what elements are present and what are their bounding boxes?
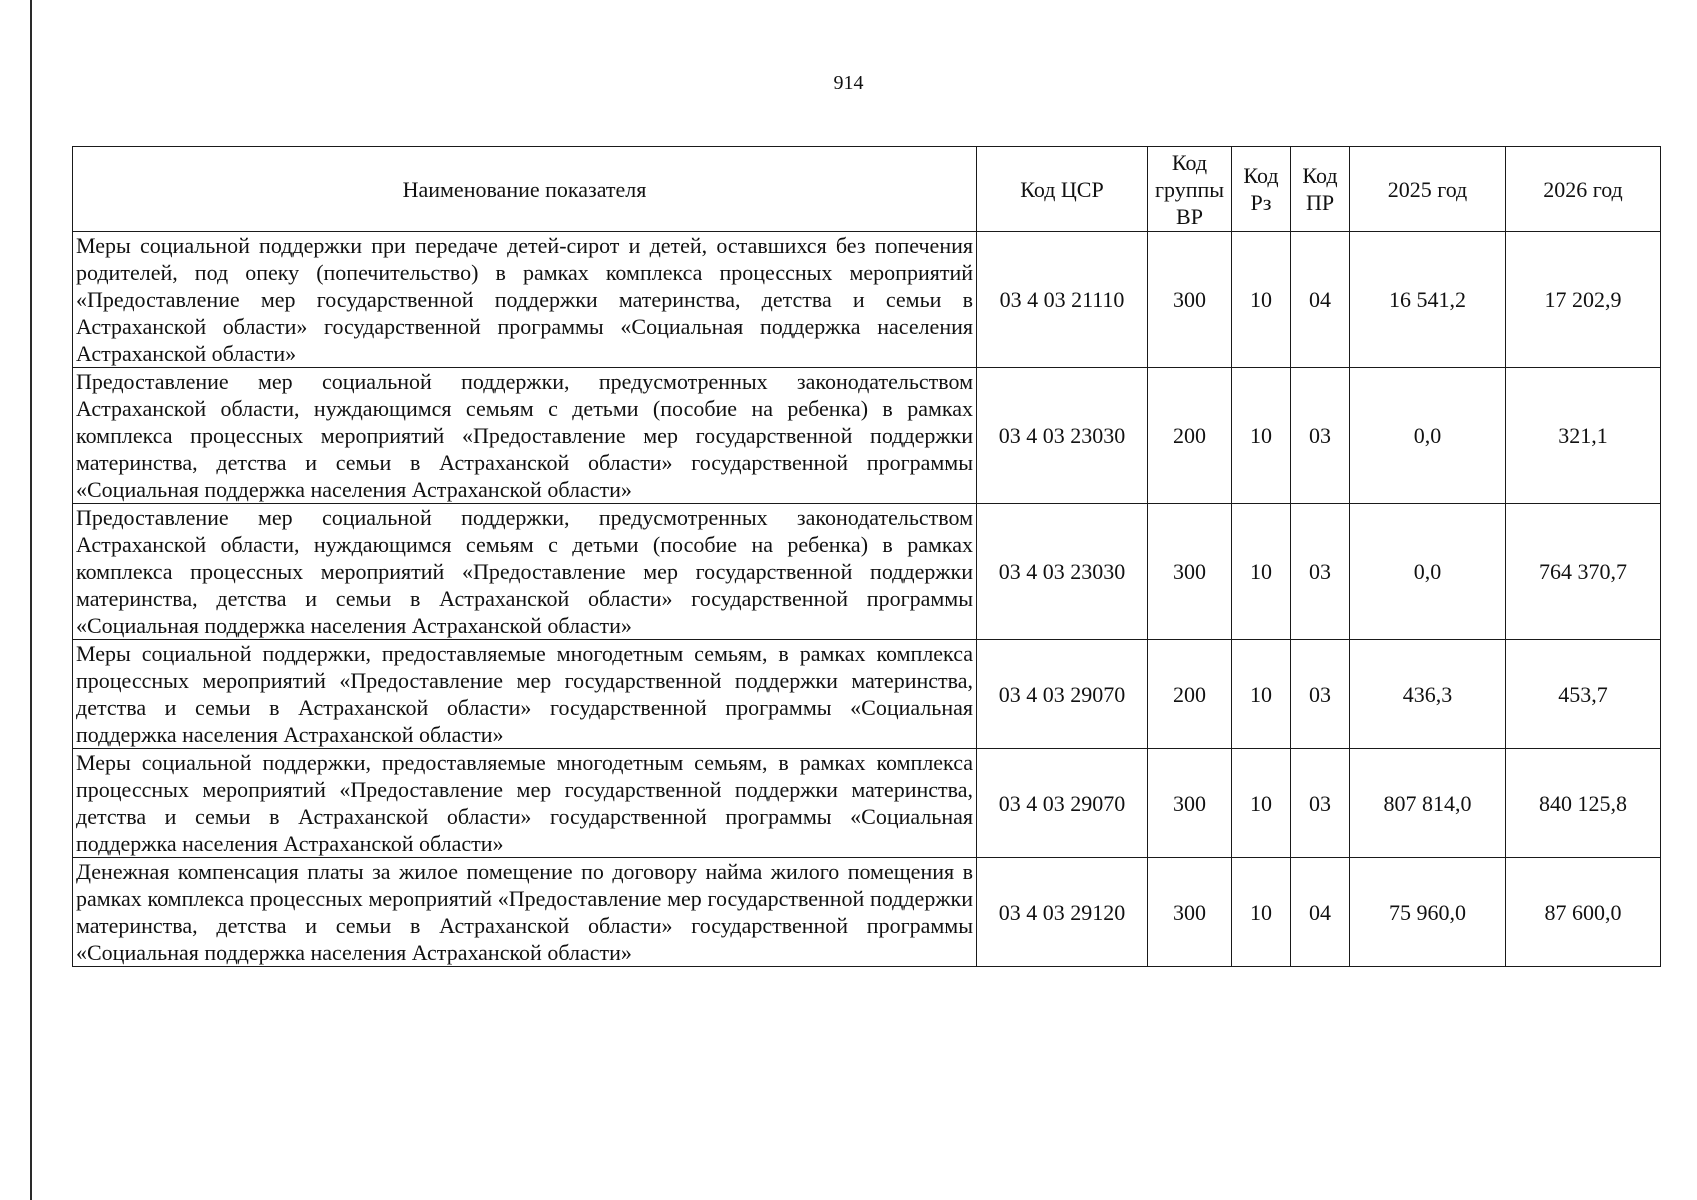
budget-table [72, 146, 1661, 967]
cell-amount-2025: 16 541,2 [1350, 232, 1506, 368]
cell-pr-code: 04 [1291, 232, 1350, 368]
cell-rz-code: 10 [1232, 504, 1291, 640]
cell-csr-code: 03 4 03 21110 [977, 232, 1148, 368]
table-row [73, 858, 1661, 967]
cell-csr-code: 03 4 03 29070 [977, 640, 1148, 749]
page-edge-line [30, 0, 32, 1200]
cell-amount-2026: 840 125,8 [1506, 749, 1661, 858]
cell-csr-code: 03 4 03 29070 [977, 749, 1148, 858]
cell-rz-code: 10 [1232, 749, 1291, 858]
header-csr-code: Код ЦСР [977, 147, 1148, 232]
cell-rz-code: 10 [1232, 858, 1291, 967]
cell-rz-code: 10 [1232, 640, 1291, 749]
cell-amount-2026: 321,1 [1506, 368, 1661, 504]
cell-csr-code: 03 4 03 23030 [977, 368, 1148, 504]
table-body [73, 232, 1661, 967]
cell-name: Предоставление мер социальной поддержки, предусмотренных законодательством Астраханской области, нуждающимся семьям с детьми (пособие на ребенка) в рамках комплекса процессных мероприятий «Предоставление мер государственной поддержки материнства, детства и семьи в Астраханской области» государственной программы «Социальная поддержка населения Астраханской области» [73, 504, 977, 640]
cell-vr-code: 300 [1148, 858, 1232, 967]
cell-name: Меры социальной поддержки при передаче детей-сирот и детей, оставшихся без попечения родителей, под опеку (попечительство) в рамках комплекса процессных мероприятий «Предоставление мер государственной поддержки материнства, детства и семьи в Астраханской области» государственной программы «Социальная поддержка населения Астраханской области» [73, 232, 977, 368]
cell-pr-code: 04 [1291, 858, 1350, 967]
cell-csr-code: 03 4 03 29120 [977, 858, 1148, 967]
cell-vr-code: 300 [1148, 504, 1232, 640]
header-vr-group-code: Код группы ВР [1148, 147, 1232, 232]
table-header [73, 147, 1661, 232]
cell-vr-code: 300 [1148, 232, 1232, 368]
page-number: 914 [833, 72, 864, 94]
cell-amount-2026: 17 202,9 [1506, 232, 1661, 368]
header-pr-code: Код ПР [1291, 147, 1350, 232]
header-year-2026: 2026 год [1506, 147, 1661, 232]
cell-pr-code: 03 [1291, 504, 1350, 640]
cell-amount-2026: 87 600,0 [1506, 858, 1661, 967]
table-row [73, 368, 1661, 504]
cell-vr-code: 200 [1148, 368, 1232, 504]
cell-rz-code: 10 [1232, 368, 1291, 504]
cell-name: Меры социальной поддержки, предоставляемые многодетным семьям, в рамках комплекса процессных мероприятий «Предоставление мер государственной поддержки материнства, детства и семьи в Астраханской области» государственной программы «Социальная поддержка населения Астраханской области» [73, 749, 977, 858]
header-year-2025: 2025 год [1350, 147, 1506, 232]
cell-amount-2025: 807 814,0 [1350, 749, 1506, 858]
cell-amount-2025: 436,3 [1350, 640, 1506, 749]
cell-amount-2025: 0,0 [1350, 368, 1506, 504]
cell-amount-2026: 453,7 [1506, 640, 1661, 749]
cell-name: Меры социальной поддержки, предоставляемые многодетным семьям, в рамках комплекса процессных мероприятий «Предоставление мер государственной поддержки материнства, детства и семьи в Астраханской области» государственной программы «Социальная поддержка населения Астраханской области» [73, 640, 977, 749]
cell-vr-code: 200 [1148, 640, 1232, 749]
cell-name: Денежная компенсация платы за жилое помещение по договору найма жилого помещения в рамках комплекса процессных мероприятий «Предоставление мер государственной поддержки материнства, детства и семьи в Астраханской области» государственной программы «Социальная поддержка населения Астраханской области» [73, 858, 977, 967]
header-name: Наименование показателя [73, 147, 977, 232]
cell-rz-code: 10 [1232, 232, 1291, 368]
table-row [73, 232, 1661, 368]
cell-amount-2025: 0,0 [1350, 504, 1506, 640]
cell-amount-2026: 764 370,7 [1506, 504, 1661, 640]
cell-amount-2025: 75 960,0 [1350, 858, 1506, 967]
cell-pr-code: 03 [1291, 368, 1350, 504]
cell-name: Предоставление мер социальной поддержки, предусмотренных законодательством Астраханской области, нуждающимся семьям с детьми (пособие на ребенка) в рамках комплекса процессных мероприятий «Предоставление мер государственной поддержки материнства, детства и семьи в Астраханской области» государственной программы «Социальная поддержка населения Астраханской области» [73, 368, 977, 504]
table-row [73, 640, 1661, 749]
header-row [73, 147, 1661, 232]
cell-pr-code: 03 [1291, 749, 1350, 858]
cell-pr-code: 03 [1291, 640, 1350, 749]
cell-vr-code: 300 [1148, 749, 1232, 858]
cell-csr-code: 03 4 03 23030 [977, 504, 1148, 640]
table-row [73, 749, 1661, 858]
header-rz-code: Код Рз [1232, 147, 1291, 232]
table-row [73, 504, 1661, 640]
